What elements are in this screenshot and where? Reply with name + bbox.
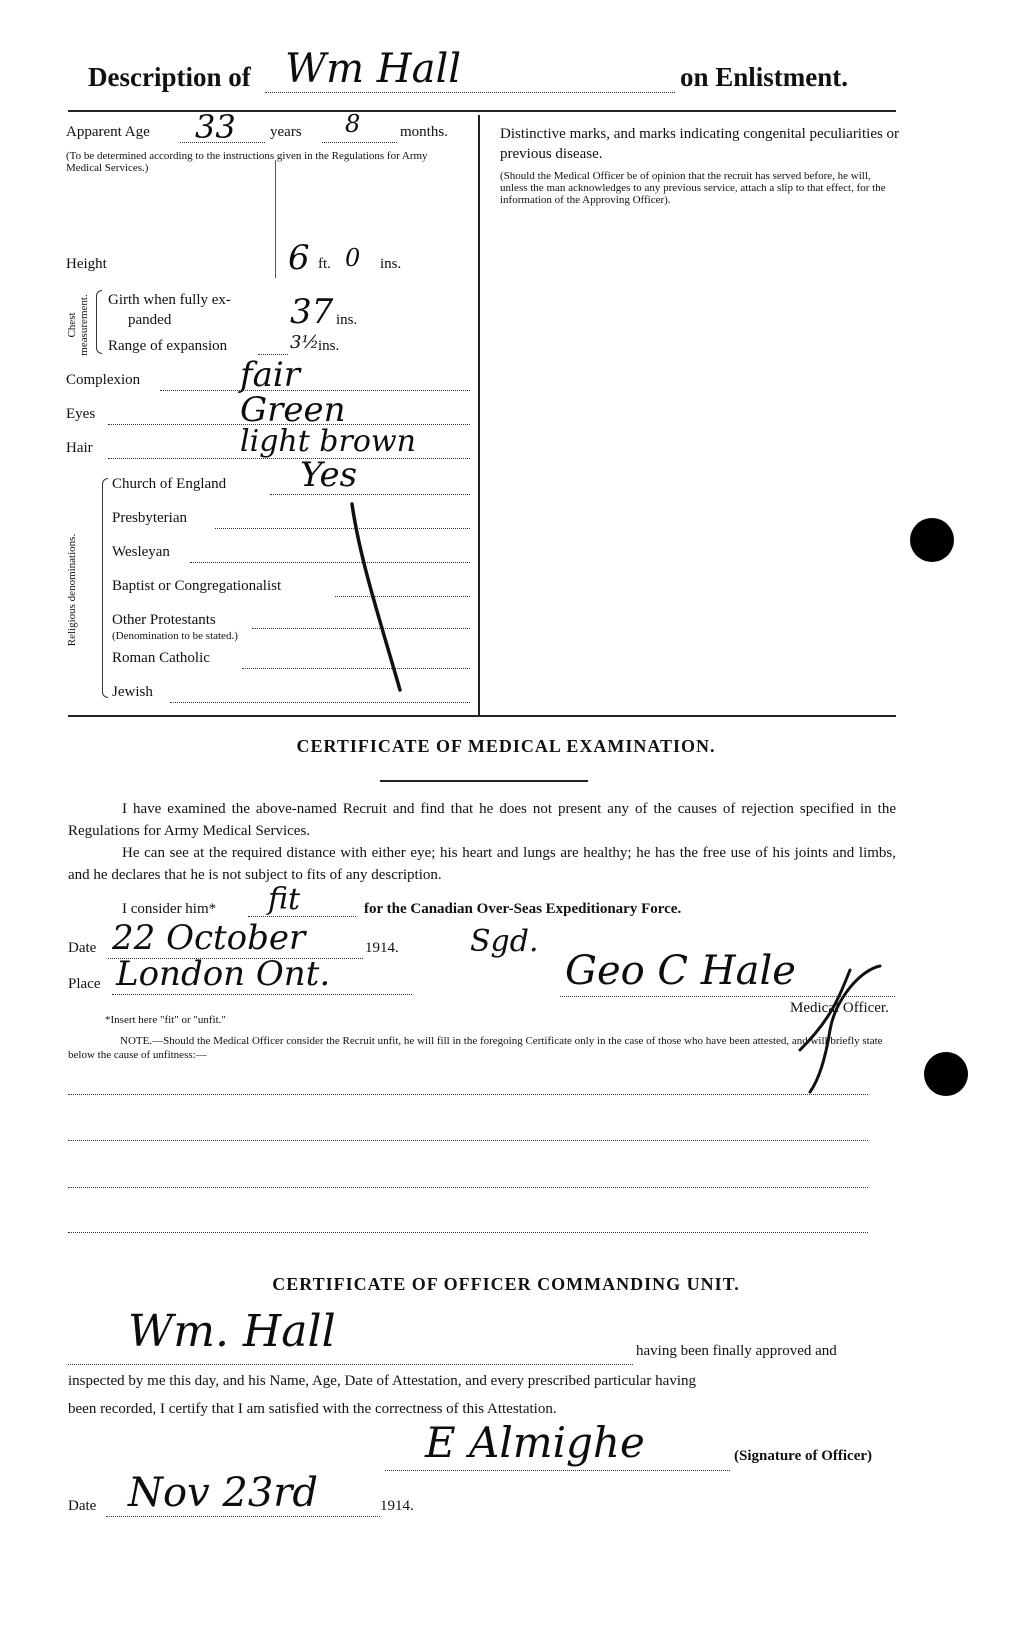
age-months-line <box>322 142 397 143</box>
officer-signature-label: (Signature of Officer) <box>734 1448 873 1464</box>
religion-church-of-england-value: Yes <box>300 455 358 495</box>
medical-place-label: Place <box>68 976 101 992</box>
height-ft-label: ft. <box>318 256 331 272</box>
medical-officer-label: Medical Officer. <box>790 1000 889 1016</box>
medical-consider-value: fit <box>268 882 301 917</box>
age-months-label: months. <box>400 124 448 140</box>
eyes-label: Eyes <box>66 406 96 422</box>
header-suffix: on Enlistment. <box>680 62 849 92</box>
height-ins-value: 0 <box>345 244 361 272</box>
medical-insert-note: *Insert here "fit" or "unfit." <box>105 1014 226 1026</box>
top-block-bottom-rule <box>68 715 896 717</box>
medical-certificate-title: CERTIFICATE OF MEDICAL EXAMINATION. <box>296 736 716 756</box>
complexion-value: fair <box>240 355 300 395</box>
height-ft-value: 6 <box>288 238 310 278</box>
chest-girth-value: 37 <box>290 292 334 332</box>
medical-note: NOTE.—Should the Medical Officer consider the Recruit unfit, he will fill in the foregoing Certificate only in the case of those who have been attested, and will briefly state below the cause of unfitness:— <box>68 1035 883 1061</box>
chest-range-unit: ins. <box>318 338 340 354</box>
distinctive-note: (Should the Medical Officer be of opinion that the recruit has served before, he will, unless the man acknowledges to any previous service, attach a slip to that effect, for the information of the Approving Officer). <box>500 170 886 206</box>
officer-signature: E Almighe <box>425 1418 645 1467</box>
hair-value: light brown <box>240 424 416 459</box>
medical-title-underline <box>380 780 588 782</box>
religion-line-2 <box>190 562 470 563</box>
height-ins-label: ins. <box>380 256 402 272</box>
officer-date-value: Nov 23rd <box>128 1470 319 1516</box>
religion-roman-catholic: Roman Catholic <box>112 650 210 666</box>
unfitness-line-2 <box>68 1140 868 1141</box>
chest-range-label: Range of expansion <box>108 338 228 354</box>
header-name-line <box>265 92 675 93</box>
medical-place-value: London Ont. <box>116 954 331 994</box>
medical-paragraph-1: I have examined the above-named Recruit and find that he does not present any of the causes of rejection specified in the Regulations for Army Medical Services. <box>68 801 896 839</box>
punch-hole-top <box>910 518 954 562</box>
column-divider <box>478 115 480 715</box>
medical-consider-line <box>248 916 356 917</box>
medical-consider-prefix: I consider him* <box>122 901 217 917</box>
religion-dash-mark <box>340 500 410 700</box>
medical-date-value: 22 October <box>112 918 306 958</box>
unfitness-line-1 <box>68 1094 868 1095</box>
value-column-guide <box>275 160 276 278</box>
age-months-value: 8 <box>345 110 361 138</box>
age-years-label: years <box>270 124 302 140</box>
religion-other-protestants: Other Protestants <box>112 612 216 628</box>
officer-date-line <box>106 1516 380 1517</box>
chest-girth-unit: ins. <box>336 312 358 328</box>
medical-consider-suffix: for the Canadian Over-Seas Expeditionary Force. <box>364 901 682 917</box>
chest-brace <box>96 290 102 354</box>
religion-jewish: Jewish <box>112 684 153 700</box>
medical-officer-signature: Geo C Hale <box>565 948 796 994</box>
officer-name-line <box>68 1364 633 1365</box>
officer-line-2: inspected by me this day, and his Name, Age, Date of Attestation, and every prescribed particular having <box>68 1373 697 1389</box>
age-note: (To be determined according to the instructions given in the Regulations for Army Medical Services.) <box>66 150 428 174</box>
distinctive-heading: Distinctive marks, and marks indicating congenital peculiarities or previous disease. <box>500 126 900 162</box>
header-rule <box>68 110 896 112</box>
officer-certificate-title: CERTIFICATE OF OFFICER COMMANDING UNIT. <box>272 1274 740 1294</box>
medical-sgd: Sgd. <box>470 924 539 959</box>
chest-girth-label-1: Girth when fully ex- <box>108 292 231 308</box>
age-label: Apparent Age <box>66 124 150 140</box>
age-years-value: 33 <box>195 108 236 146</box>
complexion-label: Complexion <box>66 372 141 388</box>
officer-line-3: been recorded, I certify that I am satisfied with the correctness of this Attestation. <box>68 1401 557 1417</box>
punch-hole-bottom <box>924 1052 968 1096</box>
eyes-value: Green <box>240 390 346 430</box>
chest-side-label: Chest measurement. <box>66 294 90 356</box>
religion-brace <box>102 478 108 698</box>
unfitness-line-3 <box>68 1187 868 1188</box>
chest-girth-label-2: panded <box>128 312 172 328</box>
medical-place-line <box>112 994 412 995</box>
religion-church-of-england: Church of England <box>112 476 227 492</box>
medical-year: 1914. <box>365 940 399 956</box>
officer-date-label: Date <box>68 1498 97 1514</box>
chest-range-value: 3½ <box>290 332 319 353</box>
officer-year: 1914. <box>380 1498 414 1514</box>
hair-label: Hair <box>66 440 93 456</box>
height-label: Height <box>66 256 107 272</box>
religion-baptist: Baptist or Congregationalist <box>112 578 282 594</box>
religion-denomination-note: (Denomination to be stated.) <box>112 630 238 642</box>
medical-date-label: Date <box>68 940 97 956</box>
officer-line-1-suffix: having been finally approved and <box>636 1343 837 1359</box>
religion-presbyterian: Presbyterian <box>112 510 187 526</box>
medical-signature-flourish <box>790 960 890 1100</box>
officer-name-value: Wm. Hall <box>128 1306 336 1357</box>
religion-line-7 <box>170 702 470 703</box>
religion-side-label: Religious denominations. <box>66 533 78 647</box>
religion-wesleyan: Wesleyan <box>112 544 170 560</box>
header-name: Wm Hall <box>285 46 462 92</box>
unfitness-line-4 <box>68 1232 868 1233</box>
officer-signature-line <box>385 1470 730 1471</box>
medical-paragraph-2: He can see at the required distance with either eye; his heart and lungs are healthy; he has the free use of his joints and limbs, and he declares that he is not subject to fits of any description. <box>68 845 896 883</box>
header-prefix: Description of <box>88 62 251 92</box>
age-years-line <box>180 142 265 143</box>
